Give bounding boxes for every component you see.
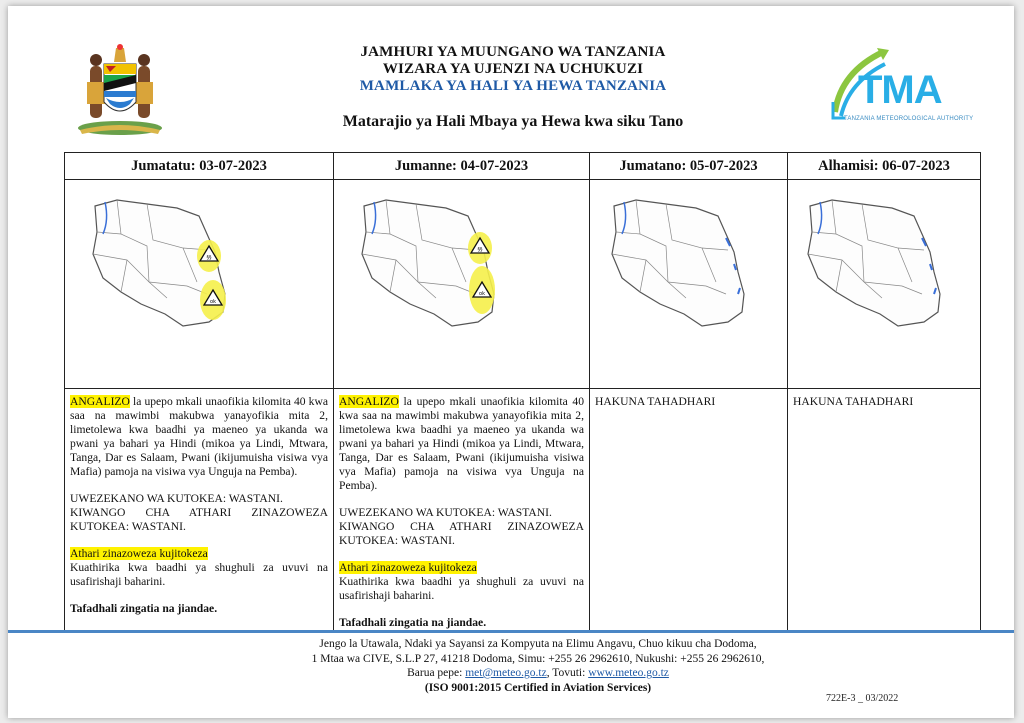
tanzania-map (356, 194, 506, 334)
svg-text:§§: §§ (206, 255, 212, 261)
likelihood-text: UWEZEKANO WA KUTOKEA: WASTANI. (70, 492, 283, 505)
svg-text:§§: §§ (477, 247, 483, 253)
tanzania-map (87, 194, 237, 334)
day-headers-row (65, 153, 981, 180)
page-title: Matarajio ya Hali Mbaya ya Hewa kwa siku Tano (342, 113, 684, 130)
day-heading: Alhamisi: 06-07-2023 (788, 153, 981, 180)
tma-logo-subtext: TANZANIA METEOROLOGICAL AUTHORITY (844, 116, 974, 122)
warning-paragraph (70, 395, 328, 479)
website-link[interactable]: www.meteo.go.tz (588, 667, 669, 679)
wind-wave-warning-icon (197, 240, 221, 272)
footer-divider (8, 630, 1014, 633)
header-country: JAMHURI YA MUUNGANO WA TANZANIA (360, 44, 666, 60)
angalizo-label: ANGALIZO (70, 395, 130, 408)
footer (158, 637, 918, 695)
iso-certification: (ISO 9001:2015 Certified in Aviation Services) (424, 681, 652, 694)
footer-address-line-1: Jengo la Utawala, Ndaki ya Sayansi za Kompyuta na Elimu Angavu, Chuo kikuu cha Dodoma, (319, 638, 757, 650)
svg-text:ok: ok (210, 299, 216, 305)
maps-row (65, 180, 981, 389)
wind-wave-warning-icon (469, 266, 495, 314)
impacts-text: Kuathirika kwa baadhi ya shughuli za uvuvi na usafirishaji baharini. (339, 575, 584, 602)
impacts-heading: Athari zinazoweza kujitokeza (70, 547, 208, 560)
no-warning-status: HAKUNA TAHADHARI (793, 395, 914, 408)
map-cell-day-4 (788, 180, 981, 389)
warning-cell-day-4 (788, 389, 981, 632)
map-cell-day-1 (65, 180, 334, 389)
angalizo-label: ANGALIZO (339, 395, 399, 408)
tma-logo-text: TMA (858, 68, 942, 112)
day-heading: Jumatano: 05-07-2023 (590, 153, 788, 180)
day-heading: Jumatatu: 03-07-2023 (65, 153, 334, 180)
document-page (8, 6, 1014, 718)
warning-paragraph (339, 395, 584, 493)
wind-wave-warning-icon (200, 280, 226, 320)
footer-address-line-2: 1 Mtaa wa CIVE, S.L.P 27, 41218 Dodoma, Simu: +255 26 2962610, Nukushi: +255 26 2962610, (311, 652, 765, 665)
impact-level-text: KIWANGO CHA ATHARI ZINAZOWEZA KUTOKEA: WASTANI. (70, 506, 328, 533)
warning-cell-day-3 (590, 389, 788, 632)
footer-contact-line: Barua pepe: met@meteo.go.tz, Tovuti: www.meteo.go.tz (407, 667, 669, 679)
impacts-text: Kuathirika kwa baadhi ya shughuli za uvuvi na usafirishaji baharini. (70, 561, 328, 588)
header-authority: MAMLAKA YA HALI YA HEWA TANZANIA (359, 78, 667, 94)
warning-cell-day-1 (65, 389, 334, 632)
warnings-row (65, 389, 981, 632)
svg-text:ok: ok (479, 291, 485, 297)
header-block (308, 44, 718, 95)
header-ministry: WIZARA YA UJENZI NA UCHUKUZI (382, 61, 644, 77)
form-code: 722E-3 _ 03/2022 (826, 693, 899, 704)
impacts-heading: Athari zinazoweza kujitokeza (339, 561, 477, 574)
closing-note: Tafadhali zingatia na jiandae. (339, 616, 487, 629)
warning-cell-day-2 (334, 389, 590, 632)
warning-text: la upepo mkali unaofikia kilomita 40 kwa saa na mawimbi makubwa yanayofikia mita 2, limetolewa kwa baadhi ya maeneo ya ukanda wa pwani ya bahari ya Hindi (mikoa ya Lindi, Mtwara, Tanga, Dar es Salaam, Pwani (ikijumuisha visiwa vya Mafia) pamoja na visiwa vya Unguja na Pemba). (70, 395, 328, 478)
impact-level-text: KIWANGO CHA ATHARI ZINAZOWEZA KUTOKEA: WASTANI. (339, 520, 584, 547)
map-cell-day-3 (590, 180, 788, 389)
forecast-table (64, 152, 981, 632)
closing-note: Tafadhali zingatia na jiandae. (70, 602, 218, 615)
day-heading: Jumanne: 04-07-2023 (334, 153, 590, 180)
no-warning-status: HAKUNA TAHADHARI (595, 395, 716, 408)
likelihood-text: UWEZEKANO WA KUTOKEA: WASTANI. (339, 506, 552, 519)
wind-wave-warning-icon (468, 232, 492, 264)
email-link[interactable]: met@meteo.go.tz (465, 667, 547, 679)
tanzania-map (802, 194, 952, 334)
warning-text: la upepo mkali unaofikia kilomita 40 kwa saa na mawimbi makubwa yanayofikia mita 2, limetolewa kwa baadhi ya maeneo ya ukanda wa pwani ya bahari ya Hindi (mikoa ya Lindi, Mtwara, Tanga, Dar es Salaam, Pwani (ikijumuisha visiwa vya Mafia) pamoja na visiwa vya Unguja na Pemba). (339, 395, 584, 492)
tanzania-map (606, 194, 756, 334)
map-cell-day-2 (334, 180, 590, 389)
coat-of-arms-icon (70, 42, 170, 138)
